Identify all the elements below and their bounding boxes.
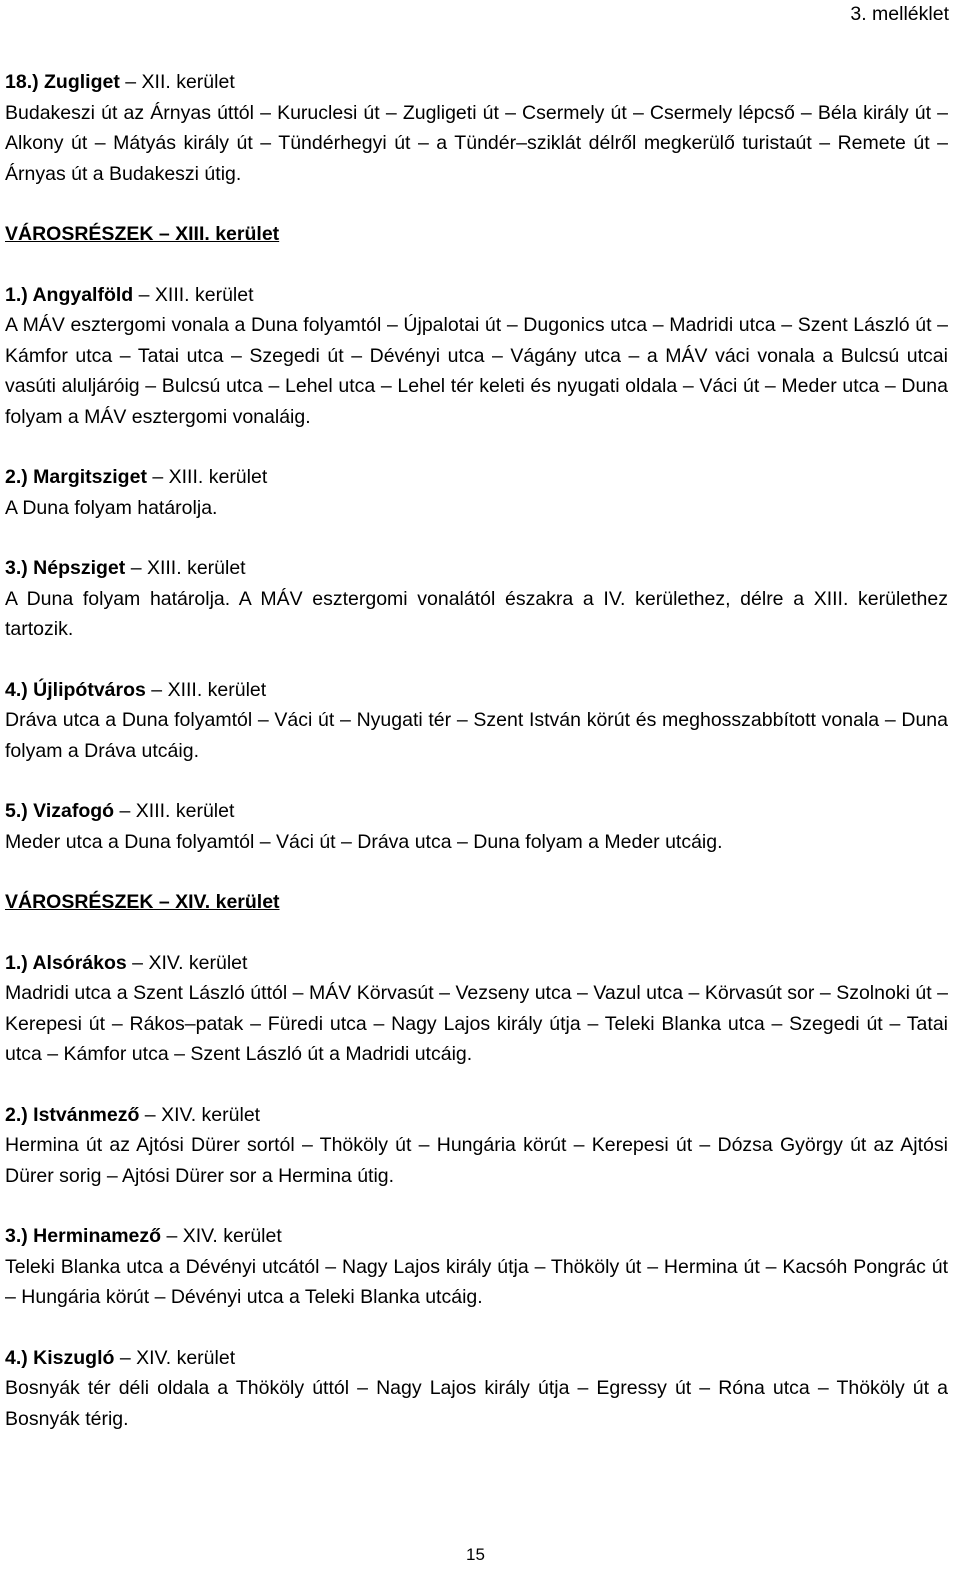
entry-district: XII. kerület [141,71,235,93]
document-body [5,67,948,1434]
district-entry-herminamezo [5,1221,948,1313]
entry-heading: 3.) Népsziget – XIII. kerület [5,557,246,579]
district-entry-ujlipotvaros [5,675,948,767]
district-entry-nepsziget [5,553,948,645]
entry-district: XIII. kerület [135,800,235,822]
entry-boundary-text: A Duna folyam határolja. [5,496,218,519]
district-entry-kiszuglo [5,1343,948,1435]
entry-heading: 1.) Alsórákos – XIV. kerület [5,951,248,974]
entry-name: 5.) Vizafogó [5,800,115,822]
district-entry-angyalfold [5,280,948,433]
district-entry-istvanmezo [5,1100,948,1192]
section-heading-xiii: VÁROSRÉSZEK – XIII. kerület [5,223,280,245]
entry-boundary-text: Madridi utca a Szent László úttól – MÁV Körvasút – Vezseny utca – Vazul utca – Körvasút sor – Szolnoki út – Kerepesi út – Rákos–patak – Füredi utca – Nagy Lajos király útja – Teleki Blanka utca – Szegedi út – Tatai utca – Kámfor utca – Szent László út a Madridi utcáig. [5,982,948,1065]
entry-name: 4.) Újlipótváros [5,678,146,701]
entry-name: 4.) Kiszugló [5,1346,115,1369]
entry-district: XIII. kerület [167,678,267,701]
entry-district: XIV. kerület [182,1225,282,1247]
district-entry-alsorakos [5,948,948,1070]
entry-name: 18.) Zugliget [5,71,120,93]
entry-name: 1.) Alsórákos [5,951,127,974]
entry-district: XIII. kerület [154,283,254,306]
entry-boundary-text: A MÁV esztergomi vonala a Duna folyamtól – Újpalotai út – Dugonics utca – Madridi utca – Szent László út – Kámfor utca – Tatai utca – Szegedi út – Dévényi utca – Vágány utca – a MÁV váci vonala a Bulcsú utcai vasúti aluljáróig – Bulcsú utca – Lehel utca – Lehel tér keleti és nyugati oldala – Váci út – Meder utca – Duna folyam a MÁV esztergomi vonaláig. [5,314,948,428]
entry-district: XIV. kerület [148,951,248,974]
entry-name: 1.) Angyalföld [5,283,134,306]
entry-district: XIV. kerület [136,1346,236,1369]
district-entry-zugliget [5,67,948,189]
entry-name: 3.) Herminamező [5,1225,162,1247]
entry-boundary-text: Meder utca a Duna folyamtól – Váci út – Dráva utca – Duna folyam a Meder utcáig. [5,830,723,853]
entry-boundary-text: Teleki Blanka utca a Dévényi utcától – Nagy Lajos király útja – Thököly út – Hermina út – Kacsóh Pongrác út – Hungária körút – Dévényi utca a Teleki Blanka utcáig. [5,1255,948,1308]
entry-heading: 4.) Kiszugló – XIV. kerület [5,1346,236,1369]
entry-heading: 2.) Istvánmező – XIV. kerület [5,1103,261,1126]
entry-heading: 3.) Herminamező – XIV. kerület [5,1225,282,1247]
page-number: 15 [466,1545,485,1564]
entry-boundary-text: A Duna folyam határolja. A MÁV esztergomi vonalától északra a IV. kerülethez, délre a XIII. kerülethez tartozik. [5,587,948,640]
entry-heading: 5.) Vizafogó – XIII. kerület [5,800,235,822]
annex-label: 3. melléklet [850,3,949,25]
entry-boundary-text: Budakeszi út az Árnyas úttól – Kuruclesi út – Zugligeti út – Csermely út – Csermely lépcső – Béla király út – Alkony út – Mátyás király út – Tündérhegyi út – a Tündér–sziklát délről megkerülő turistaút – Remete út – Árnyas út a Budakeszi útig. [5,101,948,185]
entry-boundary-text: Dráva utca a Duna folyamtól – Váci út – Nyugati tér – Szent István körút és meghosszabbított vonala – Duna folyam a Dráva utcáig. [5,709,948,762]
entry-heading: 4.) Újlipótváros – XIII. kerület [5,678,267,701]
entry-name: 3.) Népsziget [5,557,126,579]
district-entry-margitsziget [5,462,948,523]
entry-name: 2.) Margitsziget [5,466,147,488]
entry-heading: 18.) Zugliget – XII. kerület [5,71,235,93]
entry-boundary-text: Hermina út az Ajtósi Dürer sortól – Thököly út – Hungária körút – Kerepesi út – Dózsa György út az Ajtósi Dürer sorig – Ajtósi Dürer sor a Hermina útig. [5,1134,948,1187]
district-entry-vizafogo [5,796,948,857]
entry-heading: 2.) Margitsziget – XIII. kerület [5,466,268,488]
entry-name: 2.) Istvánmező [5,1103,140,1126]
entry-district: XIII. kerület [168,466,268,488]
entry-boundary-text: Bosnyák tér déli oldala a Thököly úttól – Nagy Lajos király útja – Egressy út – Róna utca – Thököly út a Bosnyák térig. [5,1377,948,1430]
entry-heading: 1.) Angyalföld – XIII. kerület [5,283,254,306]
section-heading-xiv: VÁROSRÉSZEK – XIV. kerület [5,891,280,913]
entry-district: XIV. kerület [161,1103,261,1126]
entry-district: XIII. kerület [146,557,246,579]
